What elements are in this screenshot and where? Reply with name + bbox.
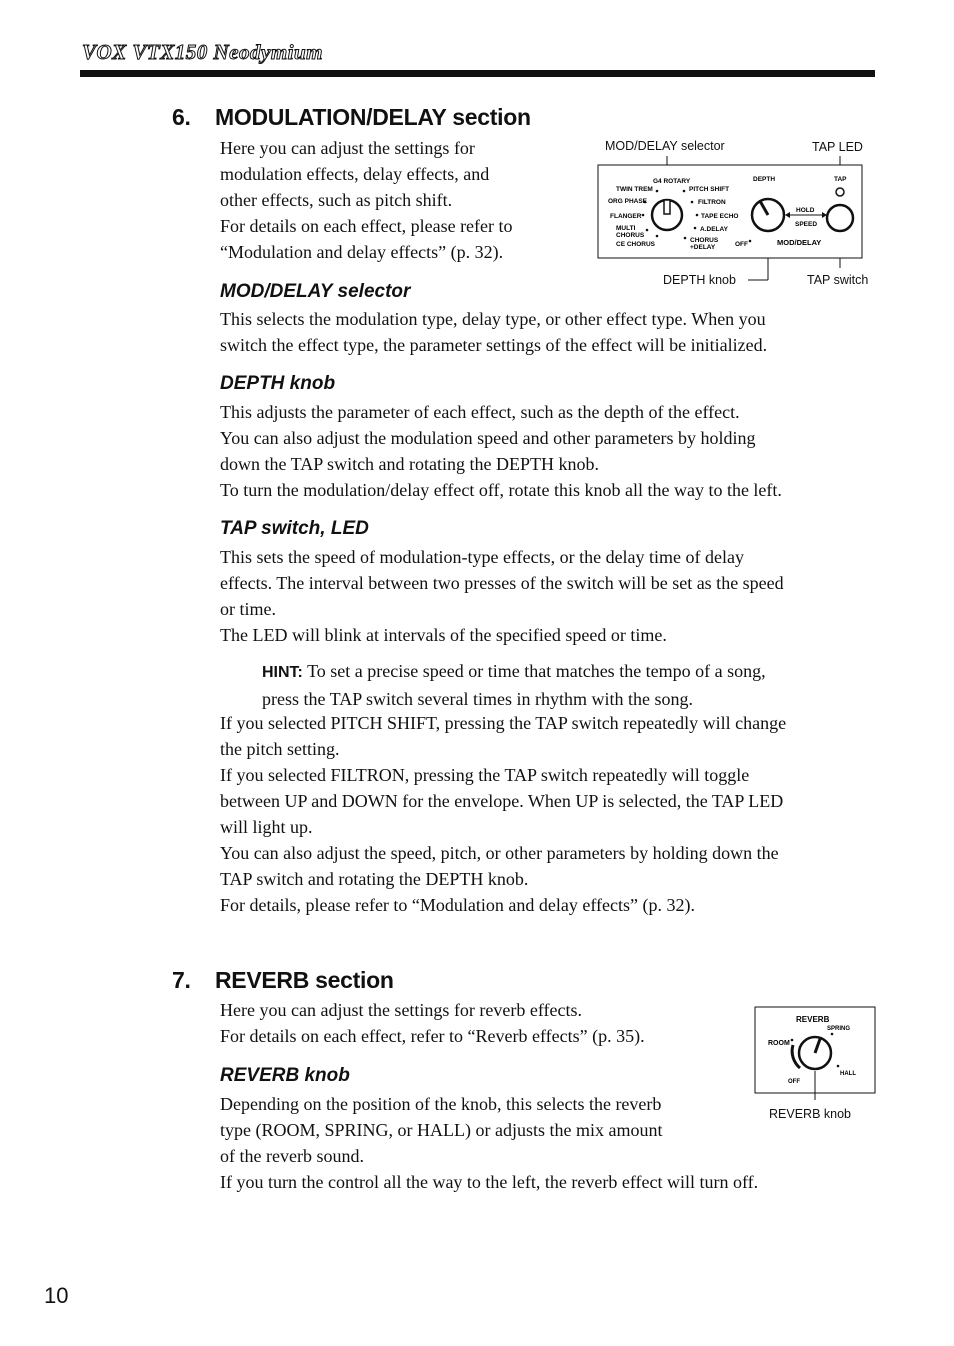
label-hold: HOLD <box>796 207 815 214</box>
body-line: down the TAP switch and rotating the DEPTH knob. <box>220 454 600 474</box>
body-line: TAP switch and rotating the DEPTH knob. <box>220 869 529 889</box>
intro-line: For details on each effect, refer to “Reverb effects” (p. 35). <box>220 1026 645 1046</box>
callout-tap-led: TAP LED <box>812 140 863 154</box>
body-line: This sets the speed of modulation-type effects, or the delay time of delay <box>220 547 745 567</box>
body-line: For details, please refer to “Modulation and delay effects” (p. 32). <box>220 895 695 915</box>
callout-reverb-knob: REVERB knob <box>769 1107 851 1121</box>
body-line: switch the effect type, the parameter settings of the effect will be initialized. <box>220 335 768 355</box>
label-chorus-delay: +DELAY <box>690 244 716 251</box>
callout-mod-delay-selector: MOD/DELAY selector <box>605 139 725 153</box>
intro-line: Here you can adjust the settings for <box>220 138 475 158</box>
hint-line-2: press the TAP switch several times in rhythm with the song. <box>262 689 694 709</box>
label-mod-delay: MOD/DELAY <box>777 238 822 247</box>
reverb-knob-heading: REVERB knob <box>220 1065 350 1086</box>
label-pitch-shift: PITCH SHIFT <box>689 186 730 193</box>
label-multi: MULTI <box>616 225 636 232</box>
body-line: type (ROOM, SPRING, or HALL) or adjusts the mix amount <box>220 1120 663 1140</box>
label-tap: TAP <box>834 176 847 183</box>
body-line: will light up. <box>220 817 313 837</box>
label-room: ROOM <box>768 1040 790 1047</box>
label-hall: HALL <box>840 1071 856 1077</box>
section-7-intro <box>220 997 645 1049</box>
label-chorus-delay: CHORUS <box>690 237 719 244</box>
body-line: the pitch setting. <box>220 739 340 759</box>
section-7-title: REVERB section <box>215 967 394 993</box>
depth-knob-body <box>220 399 782 503</box>
body-line: To turn the modulation/delay effect off, rotate this knob all the way to the left. <box>220 480 782 500</box>
body-line: This adjusts the parameter of each effect, such as the depth of the effect. <box>220 402 740 422</box>
label-depth: DEPTH <box>753 176 776 183</box>
hint-box <box>262 658 766 712</box>
label-filtron: FILTRON <box>698 199 726 206</box>
label-flanger: FLANGER <box>610 213 642 220</box>
page-number: 10 <box>44 1283 69 1308</box>
intro-line: For details on each effect, please refer to <box>220 216 513 236</box>
tap-switch-icon <box>827 205 853 231</box>
running-header: VOX VTX150 Neodymium <box>82 40 324 64</box>
body-line: If you selected PITCH SHIFT, pressing the TAP switch repeatedly will change <box>220 713 787 733</box>
label-g4-rotary: G4 ROTARY <box>653 178 691 185</box>
body-line: If you turn the control all the way to the left, the reverb effect will turn off. <box>220 1172 759 1192</box>
body-line: between UP and DOWN for the envelope. When UP is selected, the TAP LED <box>220 791 784 811</box>
label-chorus: CHORUS <box>616 232 645 239</box>
reverb-knob-body <box>220 1091 758 1195</box>
callout-depth-knob: DEPTH knob <box>663 273 736 287</box>
hint-label: HINT: <box>262 664 303 681</box>
label-tape-echo: TAPE ECHO <box>701 213 739 220</box>
tap-switch-more <box>220 710 786 918</box>
hint-text: To set a precise speed or time that matches the tempo of a song, <box>302 661 766 681</box>
section-6-number: 6. <box>172 104 191 130</box>
label-speed: SPEED <box>795 221 818 228</box>
body-line: If you selected FILTRON, pressing the TAP switch repeatedly will toggle <box>220 765 750 785</box>
label-spring: SPRING <box>827 1026 851 1032</box>
section-7-number: 7. <box>172 967 191 993</box>
label-org-phase: ORG PHASE <box>608 198 648 205</box>
body-line: You can also adjust the modulation speed and other parameters by holding <box>220 428 756 448</box>
depth-knob-heading: DEPTH knob <box>220 373 336 394</box>
mod-delay-selector-body <box>220 306 767 358</box>
callout-tap-switch: TAP switch <box>807 273 869 287</box>
mod-delay-selector-heading: MOD/DELAY selector <box>220 281 411 302</box>
tap-led-icon <box>836 188 844 196</box>
label-ce-chorus: CE CHORUS <box>616 241 656 248</box>
label-reverb: REVERB <box>796 1015 830 1024</box>
label-twin-trem: TWIN TREM <box>616 186 653 193</box>
intro-line: modulation effects, delay effects, and <box>220 164 490 184</box>
section-7-heading <box>172 967 394 994</box>
body-line: You can also adjust the speed, pitch, or other parameters by holding down the <box>220 843 779 863</box>
body-line: This selects the modulation type, delay type, or other effect type. When you <box>220 309 766 329</box>
tap-switch-body <box>220 544 784 648</box>
label-reverb-off: OFF <box>788 1079 800 1085</box>
body-line: effects. The interval between two presses of the switch will be set as the speed <box>220 573 784 593</box>
section-6-title: MODULATION/DELAY section <box>215 104 531 130</box>
body-line: Depending on the position of the knob, this selects the reverb <box>220 1094 662 1114</box>
label-off: OFF <box>735 241 748 248</box>
selector-pointer <box>664 200 670 214</box>
intro-line: other effects, such as pitch shift. <box>220 190 453 210</box>
body-line: of the reverb sound. <box>220 1146 364 1166</box>
intro-line: Here you can adjust the settings for reverb effects. <box>220 1000 583 1020</box>
hint-line-1 <box>262 658 766 686</box>
label-a-delay: A.DELAY <box>700 226 728 233</box>
body-line: The LED will blink at intervals of the specified speed or time. <box>220 625 667 645</box>
intro-line: “Modulation and delay effects” (p. 32). <box>220 242 504 262</box>
tap-switch-heading: TAP switch, LED <box>220 518 369 539</box>
body-line: or time. <box>220 599 276 619</box>
